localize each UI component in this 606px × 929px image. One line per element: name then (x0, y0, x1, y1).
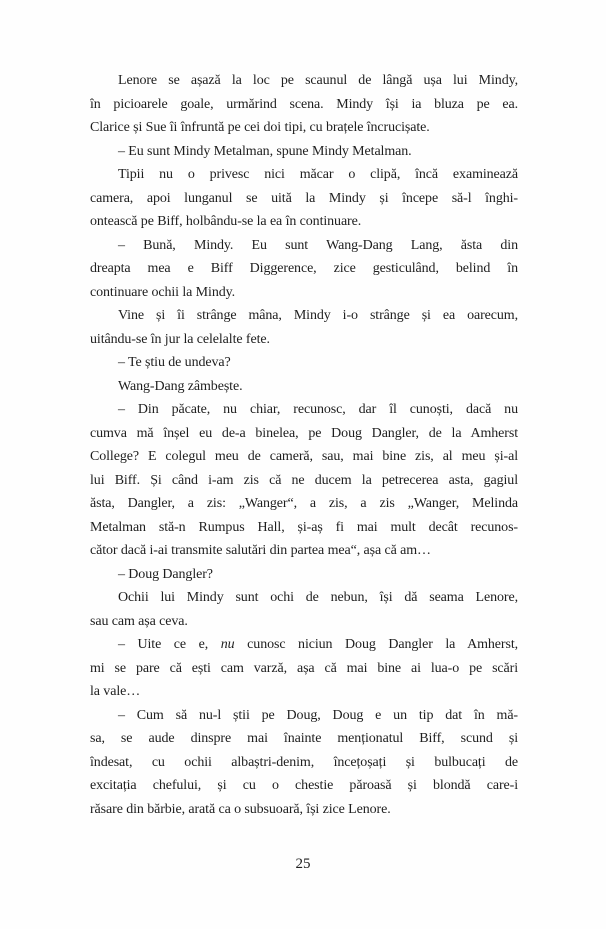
text-line (90, 116, 518, 140)
text-line (90, 375, 518, 399)
text-line (90, 704, 518, 728)
text-run: Lenore se așază la loc pe scaunul de lângă ușa lui Mindy, (118, 73, 518, 88)
text-line (90, 516, 518, 540)
text-line (90, 680, 518, 704)
text-line (90, 351, 518, 375)
text-run: College? E colegul meu de cameră, sau, mai bine zis, al meu și-al (90, 449, 518, 464)
text-run: sau cam așa ceva. (90, 613, 188, 629)
text-line (90, 633, 518, 657)
text-line (90, 657, 518, 681)
text-run: cumva mă înșel eu de-a binelea, pe Doug Dangler, de la Amherst (90, 425, 518, 441)
text-run: în picioarele goale, urmărind scena. Mindy își ia bluza pe ea. (90, 96, 518, 112)
text-line (90, 539, 518, 563)
text-run: Vine și îi strânge mâna, Mindy i-o strânge și ea oarecum, (118, 308, 518, 323)
text-run: cunosc niciun Doug Dangler la Amherst, (234, 637, 518, 652)
text-run: cător dacă i-ai transmite salutări din partea mea“, așa că am… (90, 543, 431, 558)
text-run: Metalman stă-n Rumpus Hall, și-aș fi mai mult decât recunos- (90, 519, 518, 535)
text-run: continuare ochii la Mindy. (90, 284, 236, 300)
text-run: ontească pe Biff, holbându-se la ea în continuare. (90, 214, 362, 229)
text-line (90, 586, 518, 610)
italic-text-run: nu (220, 637, 235, 652)
text-run: îndesat, cu ochii albaștri-denim, încețoșați și bulbucați de (90, 754, 518, 770)
text-line (90, 281, 518, 305)
text-line (90, 69, 518, 93)
text-line (90, 492, 518, 516)
text-run: – Din păcate, nu chiar, recunosc, dar îl cunoști, dacă nu (118, 402, 518, 417)
page-text-block (90, 69, 518, 821)
text-line (90, 187, 518, 211)
text-run: – Te știu de undeva? (118, 355, 231, 370)
text-line (90, 234, 518, 258)
text-run: mi se pare că ești cam varză, așa că mai bine ai lua-o pe scări (90, 660, 518, 676)
text-line (90, 422, 518, 446)
text-line (90, 398, 518, 422)
text-line (90, 140, 518, 164)
text-line (90, 328, 518, 352)
text-line (90, 563, 518, 587)
text-line (90, 210, 518, 234)
text-run: la vale… (90, 684, 141, 699)
text-line (90, 798, 518, 822)
text-run: lui Biff. Și când i-am zis că ne ducem la petrecerea asta, gagiul (90, 472, 518, 488)
text-run: ăsta, Dangler, a zis: „Wanger“, a zis, a zis „Wanger, Melinda (90, 496, 518, 511)
text-run: uitându-se în jur la celelalte fete. (90, 331, 270, 347)
page-number: 25 (295, 856, 311, 872)
text-run: Ochii lui Mindy sunt ochi de nebun, își dă seama Lenore, (118, 590, 518, 605)
text-run: excitația chefului, și cu o chestie păroasă și blondă care-i (90, 778, 518, 793)
text-run: camera, apoi lunganul se uită la Mindy și începe să-l înghi- (90, 190, 518, 206)
text-run: Wang-Dang zâmbește. (118, 378, 243, 394)
text-line (90, 163, 518, 187)
text-line (90, 727, 518, 751)
text-line (90, 445, 518, 469)
text-run: – Uite ce e, (118, 637, 221, 652)
text-run: – Doug Dangler? (118, 566, 213, 582)
text-line (90, 304, 518, 328)
text-run: dreapta mea e Biff Diggerence, zice gesticulând, belind în (90, 261, 518, 276)
text-line (90, 774, 518, 798)
text-line (90, 257, 518, 281)
text-run: Clarice și Sue îi înfruntă pe cei doi tipi, cu brațele încrucișate. (90, 120, 430, 135)
text-line (90, 469, 518, 493)
text-line (90, 610, 518, 634)
text-run: răsare din bărbie, arată ca o subsuoară, își zice Lenore. (90, 801, 391, 817)
text-run: sa, se aude dinspre mai înainte menționatul Biff, scund și (90, 731, 518, 746)
text-line (90, 751, 518, 775)
text-line (90, 93, 518, 117)
text-run: – Bună, Mindy. Eu sunt Wang-Dang Lang, ăsta din (118, 237, 518, 253)
text-run: – Cum să nu-l știi pe Doug, Doug e un tip dat în mă- (118, 707, 518, 723)
text-run: – Eu sunt Mindy Metalman, spune Mindy Metalman. (118, 143, 412, 159)
text-run: Tipii nu o privesc nici măcar o clipă, încă examinează (118, 167, 518, 182)
